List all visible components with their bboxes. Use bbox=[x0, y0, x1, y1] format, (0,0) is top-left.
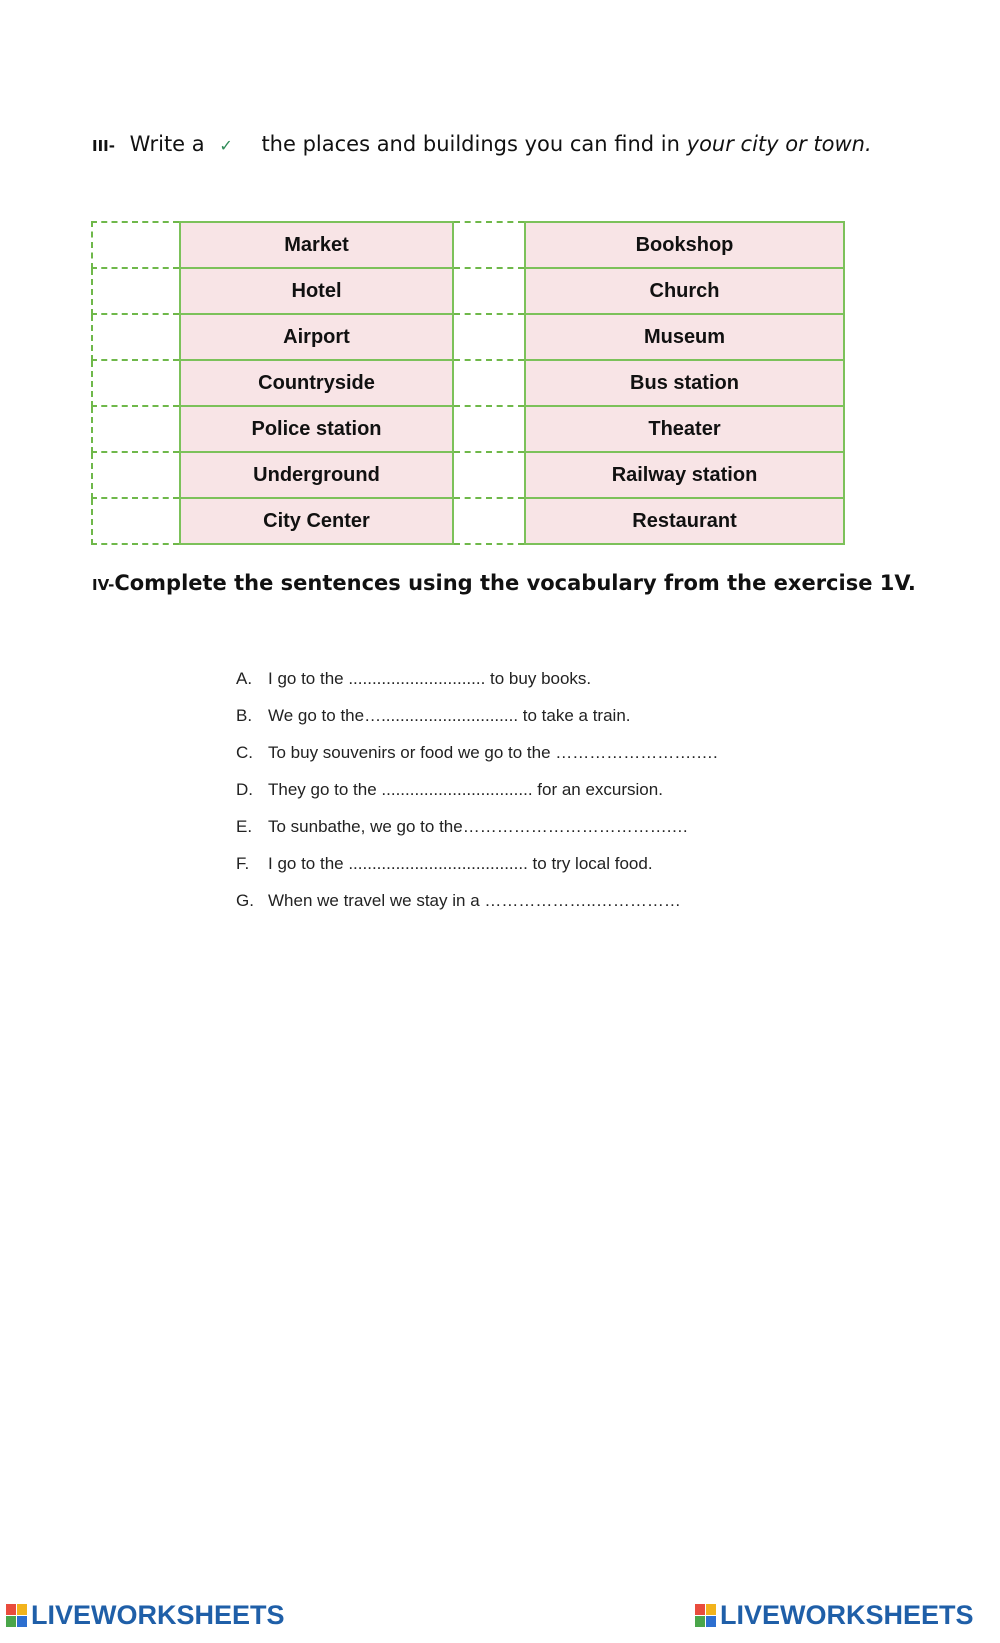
sentence-text[interactable]: When we travel we stay in a ………………..…………… bbox=[268, 891, 681, 910]
check-box-left[interactable] bbox=[92, 314, 180, 360]
sentence-list bbox=[236, 660, 718, 919]
brand-text-left: LIVEWORKSHEETS bbox=[31, 1600, 285, 1630]
sentence-letter: G. bbox=[236, 891, 254, 910]
table-row bbox=[92, 452, 844, 498]
section-3-middle: the places and buildings you can find in bbox=[261, 132, 680, 156]
check-box-right[interactable] bbox=[453, 268, 525, 314]
sentence-letter: A. bbox=[236, 669, 253, 688]
section-3-numeral: III- bbox=[92, 137, 115, 155]
place-left: City Center bbox=[180, 498, 453, 544]
place-left: Airport bbox=[180, 314, 453, 360]
sentence-text[interactable]: To sunbathe, we go to the……………………………….… bbox=[268, 817, 689, 836]
sentence-letter: F. bbox=[236, 854, 250, 873]
check-box-left[interactable] bbox=[92, 268, 180, 314]
sentence-item bbox=[236, 882, 718, 919]
place-right: Restaurant bbox=[525, 498, 844, 544]
place-right: Museum bbox=[525, 314, 844, 360]
check-box-right[interactable] bbox=[453, 406, 525, 452]
brand-text-right: LIVEWORKSHEETS bbox=[720, 1600, 974, 1630]
sentence-item bbox=[236, 845, 718, 882]
place-left: Countryside bbox=[180, 360, 453, 406]
sentence-text[interactable]: We go to the…............................. to take a train. bbox=[268, 706, 631, 725]
sentence-item bbox=[236, 771, 718, 808]
sentence-text[interactable]: I go to the ...................................... to try local food. bbox=[268, 854, 653, 873]
section-4-text: Complete the sentences using the vocabulary from the exercise 1V. bbox=[114, 571, 916, 595]
check-box-left[interactable] bbox=[92, 498, 180, 544]
check-box-left[interactable] bbox=[92, 222, 180, 268]
sentence-item bbox=[236, 808, 718, 845]
table-row bbox=[92, 222, 844, 268]
sentence-item bbox=[236, 697, 718, 734]
table-row bbox=[92, 314, 844, 360]
brand-blocks-icon bbox=[695, 1604, 716, 1627]
checkmark-icon: ✓ bbox=[219, 136, 233, 155]
place-right: Theater bbox=[525, 406, 844, 452]
brand-logo-right[interactable] bbox=[695, 1600, 974, 1631]
brand-blocks-icon bbox=[6, 1604, 27, 1627]
sentence-letter: C. bbox=[236, 743, 253, 762]
check-box-right[interactable] bbox=[453, 222, 525, 268]
sentence-text[interactable]: They go to the ................................ for an excursion. bbox=[268, 780, 663, 799]
sentence-item bbox=[236, 660, 718, 697]
table-row bbox=[92, 268, 844, 314]
check-box-right[interactable] bbox=[453, 314, 525, 360]
place-right: Railway station bbox=[525, 452, 844, 498]
place-left: Market bbox=[180, 222, 453, 268]
section-3-prefix: Write a bbox=[129, 132, 205, 156]
table-row bbox=[92, 360, 844, 406]
sentence-item bbox=[236, 734, 718, 771]
check-box-right[interactable] bbox=[453, 360, 525, 406]
table-row bbox=[92, 498, 844, 544]
places-table bbox=[91, 221, 845, 545]
check-box-left[interactable] bbox=[92, 406, 180, 452]
section-4-heading bbox=[92, 571, 916, 595]
sentence-letter: E. bbox=[236, 817, 253, 836]
check-box-left[interactable] bbox=[92, 452, 180, 498]
brand-logo-left[interactable] bbox=[6, 1600, 285, 1631]
place-left: Underground bbox=[180, 452, 453, 498]
table-row bbox=[92, 406, 844, 452]
sentence-text[interactable]: I go to the ............................. to buy books. bbox=[268, 669, 592, 688]
place-left: Hotel bbox=[180, 268, 453, 314]
place-right: Bus station bbox=[525, 360, 844, 406]
check-box-right[interactable] bbox=[453, 452, 525, 498]
section-4-numeral: IV- bbox=[92, 576, 115, 594]
sentence-letter: D. bbox=[236, 780, 253, 799]
place-left: Police station bbox=[180, 406, 453, 452]
sentence-letter: B. bbox=[236, 706, 253, 725]
sentence-text[interactable]: To buy souvenirs or food we go to the …………………….…. bbox=[268, 743, 718, 762]
place-right: Church bbox=[525, 268, 844, 314]
section-3-heading bbox=[92, 132, 872, 156]
section-3-italic: your city or town. bbox=[686, 132, 872, 156]
check-box-left[interactable] bbox=[92, 360, 180, 406]
check-box-right[interactable] bbox=[453, 498, 525, 544]
place-right: Bookshop bbox=[525, 222, 844, 268]
